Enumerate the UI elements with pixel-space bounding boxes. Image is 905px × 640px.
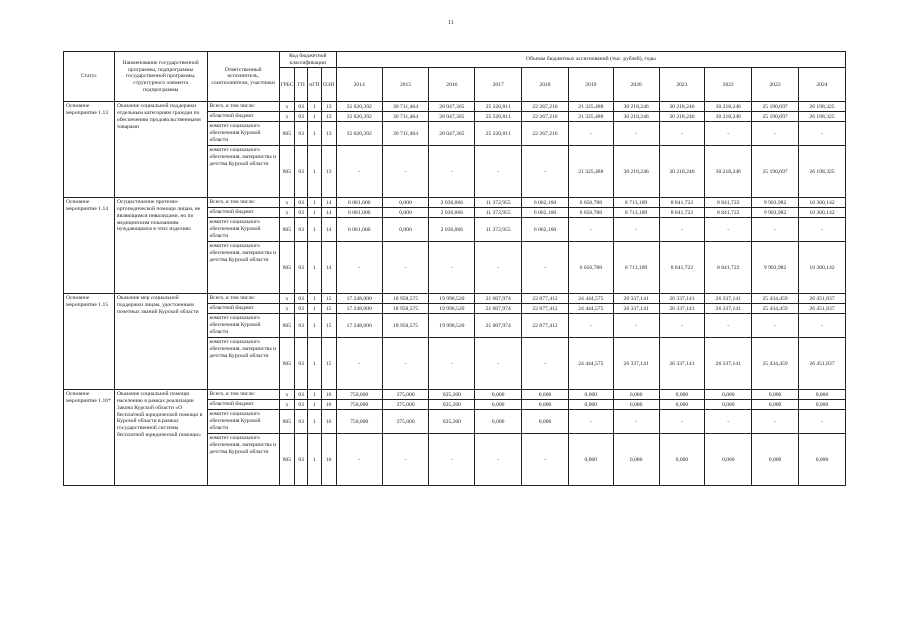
value-cell: - xyxy=(429,338,475,390)
status-cell: Основное мероприятие 1.16* xyxy=(64,390,115,486)
code-cell: х xyxy=(279,112,294,122)
code-cell: 1 xyxy=(308,122,321,146)
header-code: ГРБС xyxy=(279,68,294,102)
value-cell: - xyxy=(382,242,429,294)
code-cell: х xyxy=(279,198,294,208)
executor-cell: областной бюджет xyxy=(207,400,279,410)
header-year: 2015 xyxy=(382,68,429,102)
code-cell: х xyxy=(279,304,294,314)
value-cell: 0,000 xyxy=(752,434,799,486)
value-cell: - xyxy=(336,338,382,390)
value-cell: 32 020,392 xyxy=(336,112,382,122)
code-cell: 14 xyxy=(321,198,336,208)
code-cell: 03 xyxy=(295,146,308,198)
value-cell: - xyxy=(798,314,845,338)
code-cell: 805 xyxy=(279,122,294,146)
value-cell: 28 047,365 xyxy=(429,112,475,122)
value-cell: 0,000 xyxy=(568,434,613,486)
value-cell: 10 300,142 xyxy=(798,198,845,208)
value-cell: 0,000 xyxy=(798,390,845,400)
value-cell: 8 841,722 xyxy=(659,208,705,218)
value-cell: - xyxy=(659,314,705,338)
value-cell: 17 248,000 xyxy=(336,304,382,314)
executor-cell: комитет социального обеспечения, материнства и детства Курской области xyxy=(207,146,279,198)
value-cell: 8 841,722 xyxy=(659,198,705,208)
value-cell: 375,000 xyxy=(382,410,429,434)
value-cell: - xyxy=(613,314,659,338)
value-cell: 750,000 xyxy=(336,390,382,400)
code-cell: 15 xyxy=(321,304,336,314)
value-cell: 0,000 xyxy=(613,400,659,410)
value-cell: 26 337,141 xyxy=(705,338,752,390)
value-cell: 30 218,246 xyxy=(705,102,752,112)
code-cell: 15 xyxy=(321,338,336,390)
code-cell: 03 xyxy=(295,410,308,434)
code-cell: 14 xyxy=(321,218,336,242)
code-cell: 16 xyxy=(321,400,336,410)
value-cell: 26 451,837 xyxy=(798,304,845,314)
value-cell: 18 958,575 xyxy=(382,304,429,314)
value-cell: 24 444,575 xyxy=(568,338,613,390)
page-number: 11 xyxy=(448,20,454,26)
code-cell: 805 xyxy=(279,410,294,434)
code-cell: 805 xyxy=(279,314,294,338)
header-year: 2023 xyxy=(752,68,799,102)
value-cell: 375,000 xyxy=(382,390,429,400)
value-cell: 6 062,160 xyxy=(522,218,569,242)
value-cell: 26 337,141 xyxy=(659,304,705,314)
value-cell: - xyxy=(429,242,475,294)
value-cell: 30 218,246 xyxy=(613,102,659,112)
value-cell: 26 198,325 xyxy=(798,112,845,122)
header-year: 2019 xyxy=(568,68,613,102)
value-cell: 22 267,216 xyxy=(522,102,569,112)
value-cell: 30 218,246 xyxy=(659,146,705,198)
code-cell: 03 xyxy=(295,122,308,146)
header-year: 2016 xyxy=(429,68,475,102)
value-cell: 25 320,811 xyxy=(475,112,522,122)
code-cell: 14 xyxy=(321,208,336,218)
value-cell: - xyxy=(475,434,522,486)
table-body xyxy=(64,102,846,486)
value-cell: 26 337,141 xyxy=(659,338,705,390)
value-cell: 11 372,955 xyxy=(475,208,522,218)
value-cell: 0,000 xyxy=(475,400,522,410)
code-cell: 1 xyxy=(308,198,321,208)
value-cell: 26 451,837 xyxy=(798,294,845,304)
code-cell: 1 xyxy=(308,218,321,242)
code-cell: 805 xyxy=(279,218,294,242)
code-cell: х xyxy=(279,390,294,400)
code-cell: 03 xyxy=(295,304,308,314)
value-cell: - xyxy=(659,122,705,146)
code-cell: 16 xyxy=(321,410,336,434)
value-cell: 0,000 xyxy=(798,434,845,486)
code-cell: 1 xyxy=(308,242,321,294)
value-cell: 21 325,488 xyxy=(568,146,613,198)
code-cell: 1 xyxy=(308,410,321,434)
value-cell: 2 036,066 xyxy=(429,198,475,208)
executor-cell: Всего, в том числе: xyxy=(207,294,279,304)
header-executor: Ответственный исполнитель, соисполнители, участники xyxy=(207,52,279,102)
header-volumes: Объемы бюджетных ассигнований (тыс. рублей), годы xyxy=(336,52,845,68)
value-cell: - xyxy=(798,218,845,242)
value-cell: 8 841,722 xyxy=(705,208,752,218)
value-cell: 25 320,811 xyxy=(475,122,522,146)
value-cell: - xyxy=(705,314,752,338)
value-cell: 0,000 xyxy=(705,390,752,400)
code-cell: 03 xyxy=(295,390,308,400)
value-cell: - xyxy=(522,242,569,294)
header-year: 2020 xyxy=(613,68,659,102)
value-cell: - xyxy=(752,218,799,242)
value-cell: - xyxy=(705,410,752,434)
value-cell: 30 218,246 xyxy=(659,102,705,112)
value-cell: 25 434,459 xyxy=(752,294,799,304)
code-cell: 805 xyxy=(279,338,294,390)
table-row xyxy=(64,102,846,112)
executor-cell: комитет социального обеспечения, материнства и детства Курской области xyxy=(207,338,279,390)
value-cell: - xyxy=(382,146,429,198)
value-cell: 9 903,982 xyxy=(752,208,799,218)
value-cell: 26 198,325 xyxy=(798,102,845,112)
value-cell: 30 218,246 xyxy=(705,146,752,198)
value-cell: 32 020,392 xyxy=(336,122,382,146)
value-cell: - xyxy=(752,314,799,338)
budget-table xyxy=(63,51,846,486)
code-cell: 03 xyxy=(295,218,308,242)
value-cell: 18 958,575 xyxy=(382,314,429,338)
code-cell: 16 xyxy=(321,390,336,400)
executor-cell: комитет социального обеспечения Курской области xyxy=(207,122,279,146)
executor-cell: Всего, в том числе: xyxy=(207,102,279,112)
value-cell: 625,200 xyxy=(429,410,475,434)
header-year: 2017 xyxy=(475,68,522,102)
value-cell: - xyxy=(568,410,613,434)
table-row xyxy=(64,294,846,304)
value-cell: - xyxy=(798,410,845,434)
code-cell: 15 xyxy=(321,294,336,304)
code-cell: 03 xyxy=(295,314,308,338)
header-name: Наименование государственной программы, подпрограммы государственной программы, структурного элемента подпрограммы xyxy=(114,52,207,102)
value-cell: 30 218,246 xyxy=(659,112,705,122)
value-cell: 6 081,000 xyxy=(336,198,382,208)
code-cell: 1 xyxy=(308,102,321,112)
value-cell: 0,000 xyxy=(659,390,705,400)
value-cell: 625,200 xyxy=(429,390,475,400)
code-cell: 03 xyxy=(295,338,308,390)
value-cell: 2 036,066 xyxy=(429,218,475,242)
value-cell: 28 047,365 xyxy=(429,122,475,146)
value-cell: 0,000 xyxy=(568,390,613,400)
value-cell: 26 337,141 xyxy=(613,294,659,304)
executor-cell: комитет социального обеспечения Курской области xyxy=(207,314,279,338)
value-cell: 25 320,811 xyxy=(475,102,522,112)
header-year: 2021 xyxy=(659,68,705,102)
executor-cell: комитет социального обеспечения Курской области xyxy=(207,410,279,434)
value-cell: 0,000 xyxy=(382,218,429,242)
value-cell: 625,200 xyxy=(429,400,475,410)
value-cell: 24 444,575 xyxy=(568,294,613,304)
value-cell: - xyxy=(382,338,429,390)
value-cell: 26 337,141 xyxy=(613,304,659,314)
value-cell: - xyxy=(336,434,382,486)
value-cell: 8 713,189 xyxy=(613,208,659,218)
value-cell: - xyxy=(613,218,659,242)
value-cell: 32 020,392 xyxy=(336,102,382,112)
value-cell: - xyxy=(568,122,613,146)
code-cell: 1 xyxy=(308,390,321,400)
code-cell: 14 xyxy=(321,242,336,294)
value-cell: 0,000 xyxy=(705,434,752,486)
header-year: 2024 xyxy=(798,68,845,102)
value-cell: 0,000 xyxy=(798,400,845,410)
value-cell: 0,000 xyxy=(613,434,659,486)
header-code: ГП xyxy=(295,68,308,102)
status-cell: Основное мероприятие 1.13 xyxy=(64,102,115,198)
code-cell: 03 xyxy=(295,242,308,294)
value-cell: 0,000 xyxy=(568,400,613,410)
value-cell: 26 198,325 xyxy=(798,146,845,198)
code-cell: 805 xyxy=(279,146,294,198)
measure-name-cell: Оказание социальной помощи населению в рамках реализации Закона Курской области «О бесплатной юридической помощи в Курской области в рамках государственной системы бесплатной юридической помощи» xyxy=(114,390,207,486)
value-cell: - xyxy=(429,146,475,198)
value-cell: 30 711,464 xyxy=(382,112,429,122)
value-cell: - xyxy=(475,242,522,294)
value-cell: - xyxy=(475,146,522,198)
value-cell: 26 337,141 xyxy=(705,304,752,314)
value-cell: 6 656,788 xyxy=(568,208,613,218)
code-cell: 13 xyxy=(321,122,336,146)
value-cell: 18 958,575 xyxy=(382,294,429,304)
value-cell: - xyxy=(568,314,613,338)
value-cell: - xyxy=(429,434,475,486)
value-cell: 30 711,464 xyxy=(382,102,429,112)
value-cell: 26 337,141 xyxy=(705,294,752,304)
value-cell: 10 300,142 xyxy=(798,208,845,218)
value-cell: - xyxy=(798,122,845,146)
value-cell: 22 267,216 xyxy=(522,112,569,122)
value-cell: - xyxy=(659,218,705,242)
code-cell: 1 xyxy=(308,400,321,410)
value-cell: 26 337,141 xyxy=(659,294,705,304)
value-cell: 0,000 xyxy=(522,400,569,410)
code-cell: 15 xyxy=(321,314,336,338)
code-cell: 03 xyxy=(295,102,308,112)
value-cell: - xyxy=(752,410,799,434)
executor-cell: комитет социального обеспечения, материнства и детства Курской области xyxy=(207,242,279,294)
value-cell: - xyxy=(522,338,569,390)
code-cell: 1 xyxy=(308,314,321,338)
header-status: Статус xyxy=(64,52,115,102)
code-cell: х xyxy=(279,208,294,218)
value-cell: 22 877,412 xyxy=(522,304,569,314)
header-year: 2014 xyxy=(336,68,382,102)
code-cell: 1 xyxy=(308,112,321,122)
value-cell: 25 434,459 xyxy=(752,304,799,314)
executor-cell: Всего, в том числе: xyxy=(207,198,279,208)
code-cell: 03 xyxy=(295,198,308,208)
value-cell: 21 325,488 xyxy=(568,112,613,122)
value-cell: 8 841,722 xyxy=(705,198,752,208)
executor-cell: областной бюджет xyxy=(207,304,279,314)
value-cell: 0,000 xyxy=(659,434,705,486)
code-cell: 13 xyxy=(321,102,336,112)
code-cell: 03 xyxy=(295,208,308,218)
value-cell: - xyxy=(336,242,382,294)
value-cell: 375,000 xyxy=(382,400,429,410)
code-cell: 03 xyxy=(295,400,308,410)
code-cell: 1 xyxy=(308,304,321,314)
value-cell: - xyxy=(613,122,659,146)
value-cell: 22 267,216 xyxy=(522,122,569,146)
value-cell: - xyxy=(382,434,429,486)
header-year: 2018 xyxy=(522,68,569,102)
value-cell: 6 656,788 xyxy=(568,242,613,294)
value-cell: 8 841,722 xyxy=(705,242,752,294)
value-cell: - xyxy=(705,122,752,146)
value-cell: - xyxy=(568,218,613,242)
value-cell: 30 218,246 xyxy=(705,112,752,122)
value-cell: 19 998,520 xyxy=(429,294,475,304)
value-cell: 0,000 xyxy=(752,390,799,400)
value-cell: 9 903,982 xyxy=(752,242,799,294)
value-cell: 17 248,000 xyxy=(336,294,382,304)
value-cell: 8 841,722 xyxy=(659,242,705,294)
table-row xyxy=(64,390,846,400)
value-cell: 0,000 xyxy=(613,390,659,400)
code-cell: 13 xyxy=(321,146,336,198)
executor-cell: областной бюджет xyxy=(207,112,279,122)
value-cell: 21 007,974 xyxy=(475,314,522,338)
value-cell: 11 372,955 xyxy=(475,198,522,208)
value-cell: - xyxy=(522,434,569,486)
value-cell: 25 190,697 xyxy=(752,146,799,198)
code-cell: х xyxy=(279,294,294,304)
code-cell: 1 xyxy=(308,146,321,198)
value-cell: 21 007,974 xyxy=(475,304,522,314)
executor-cell: комитет социального обеспечения, материнства и детства Курской области xyxy=(207,434,279,486)
value-cell: - xyxy=(475,338,522,390)
value-cell: 8 713,189 xyxy=(613,198,659,208)
status-cell: Основное мероприятие 1.15 xyxy=(64,294,115,390)
value-cell: 750,000 xyxy=(336,400,382,410)
value-cell: 0,000 xyxy=(475,410,522,434)
executor-cell: комитет социального обеспечения Курской области xyxy=(207,218,279,242)
value-cell: 9 903,982 xyxy=(752,198,799,208)
code-cell: 1 xyxy=(308,294,321,304)
header-code: пГП xyxy=(308,68,321,102)
code-cell: 13 xyxy=(321,112,336,122)
value-cell: 11 372,955 xyxy=(475,218,522,242)
value-cell: 30 218,246 xyxy=(613,146,659,198)
value-cell: 21 007,974 xyxy=(475,294,522,304)
value-cell: 30 711,464 xyxy=(382,122,429,146)
value-cell: - xyxy=(336,146,382,198)
value-cell: 25 434,459 xyxy=(752,338,799,390)
value-cell: 26 451,837 xyxy=(798,338,845,390)
header-year: 2022 xyxy=(705,68,752,102)
value-cell: 6 081,000 xyxy=(336,208,382,218)
code-cell: 03 xyxy=(295,112,308,122)
measure-name-cell: Осуществление протезно-ортопедической помощи лицам, не являющимся инвалидами, но по медицинским показаниям нуждающимся в этих изделиях xyxy=(114,198,207,294)
value-cell: 6 656,788 xyxy=(568,198,613,208)
value-cell: 22 877,412 xyxy=(522,294,569,304)
value-cell: 0,000 xyxy=(522,410,569,434)
status-cell: Основное мероприятие 1.14 xyxy=(64,198,115,294)
value-cell: 0,000 xyxy=(475,390,522,400)
code-cell: 1 xyxy=(308,434,321,486)
value-cell: 10 300,142 xyxy=(798,242,845,294)
value-cell: 22 877,412 xyxy=(522,314,569,338)
value-cell: 6 062,160 xyxy=(522,198,569,208)
header-code: ОЭП xyxy=(321,68,336,102)
value-cell: - xyxy=(705,218,752,242)
value-cell: 0,000 xyxy=(522,390,569,400)
code-cell: 03 xyxy=(295,294,308,304)
code-cell: 16 xyxy=(321,434,336,486)
value-cell: 0,000 xyxy=(705,400,752,410)
value-cell: - xyxy=(522,146,569,198)
code-cell: х xyxy=(279,400,294,410)
measure-name-cell: Оказание социальной поддержки отдельным категориям граждан по обеспечению продовольственными товарами xyxy=(114,102,207,198)
value-cell: 750,000 xyxy=(336,410,382,434)
code-cell: х xyxy=(279,102,294,112)
value-cell: 26 337,141 xyxy=(613,338,659,390)
value-cell: 0,000 xyxy=(659,400,705,410)
code-cell: 805 xyxy=(279,242,294,294)
value-cell: 0,000 xyxy=(382,208,429,218)
value-cell: 25 190,697 xyxy=(752,102,799,112)
value-cell: 8 713,189 xyxy=(613,242,659,294)
value-cell: 19 998,520 xyxy=(429,304,475,314)
value-cell: 25 190,697 xyxy=(752,112,799,122)
value-cell: 0,000 xyxy=(382,198,429,208)
value-cell: 19 998,520 xyxy=(429,314,475,338)
value-cell: 2 036,066 xyxy=(429,208,475,218)
value-cell: - xyxy=(613,410,659,434)
measure-name-cell: Оказание мер социальной поддержки лицам, удостоенным почетных званий Курской области xyxy=(114,294,207,390)
value-cell: 6 062,160 xyxy=(522,208,569,218)
code-cell: 03 xyxy=(295,434,308,486)
value-cell: 6 081,000 xyxy=(336,218,382,242)
value-cell: 30 218,246 xyxy=(613,112,659,122)
code-cell: 1 xyxy=(308,338,321,390)
code-cell: 1 xyxy=(308,208,321,218)
value-cell: 24 444,575 xyxy=(568,304,613,314)
executor-cell: Всего, в том числе: xyxy=(207,390,279,400)
header-code-group: Код бюджетной классификации xyxy=(279,52,336,68)
value-cell: 17 248,000 xyxy=(336,314,382,338)
value-cell: 0,000 xyxy=(752,400,799,410)
value-cell: - xyxy=(752,122,799,146)
executor-cell: областной бюджет xyxy=(207,208,279,218)
code-cell: 805 xyxy=(279,434,294,486)
value-cell: 28 047,365 xyxy=(429,102,475,112)
table-row xyxy=(64,198,846,208)
value-cell: 21 325,488 xyxy=(568,102,613,112)
value-cell: - xyxy=(659,410,705,434)
